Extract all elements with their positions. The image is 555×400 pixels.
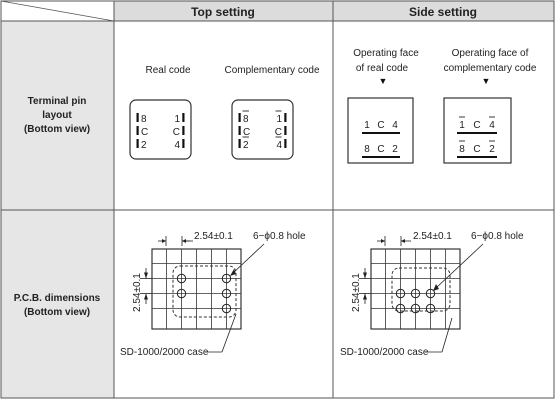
side-comp-label-2: complementary code — [443, 63, 537, 74]
label-cell-pcb — [1, 210, 114, 398]
row-label-terminal-1: Terminal pin — [27, 96, 87, 107]
pin-label: C — [141, 127, 149, 138]
pin-label: 4 — [392, 120, 398, 131]
pin-label: C — [172, 127, 180, 138]
case-label: SD-1000/2000 case — [340, 347, 429, 358]
pin-label: 1 — [276, 114, 282, 125]
row-label-pcb-1: P.C.B. dimensions — [13, 293, 101, 304]
comp-code-chip — [232, 100, 293, 159]
pin-label: C — [377, 120, 385, 131]
pin-label: 8 — [459, 144, 465, 155]
pin-label: 2 — [489, 144, 495, 155]
pin-label: 2 — [243, 140, 249, 151]
side-comp-chip — [444, 98, 511, 163]
real-code-chip — [130, 100, 191, 159]
case-label: SD-1000/2000 case — [120, 347, 209, 358]
pin-label: 1 — [174, 114, 180, 125]
down-arrow-icon: ▼ — [481, 76, 491, 86]
pin-label: 4 — [174, 140, 180, 151]
real-code-label: Real code — [145, 65, 191, 76]
header-top-setting: Top setting — [191, 5, 255, 19]
hole-label: 6−ϕ0.8 hole — [253, 231, 306, 242]
pin-label: C — [243, 127, 251, 138]
pin-label: 4 — [489, 120, 495, 131]
header-side-setting: Side setting — [408, 5, 478, 19]
pitch-label: 2.54±0.1 — [413, 231, 452, 242]
pin-label: C — [377, 144, 385, 155]
pin-label: 1 — [459, 120, 465, 131]
row-label-terminal-2: layout — [42, 110, 72, 121]
side-real-chip — [348, 98, 413, 163]
pin-label: 2 — [392, 144, 398, 155]
side-comp-label-1: Operating face of — [451, 48, 529, 59]
hole-label: 6−ϕ0.8 hole — [471, 231, 524, 242]
row-label-terminal-3: (Bottom view) — [23, 124, 91, 135]
pin-label: 8 — [243, 114, 249, 125]
side-real-label-2: of real code — [355, 63, 409, 74]
row-label-pcb-2: (Bottom view) — [23, 307, 91, 318]
down-arrow-icon: ▼ — [378, 76, 388, 86]
pitch-vertical-label: 2.54±0.1 — [351, 273, 362, 312]
side-real-label-1: Operating face — [353, 48, 419, 59]
pitch-vertical-label: 2.54±0.1 — [132, 273, 143, 312]
comp-code-label: Complementary code — [224, 65, 320, 76]
pin-label: 8 — [364, 144, 370, 155]
pin-label: 1 — [364, 120, 370, 131]
pin-label: 8 — [141, 114, 147, 125]
pin-label: C — [473, 120, 481, 131]
pin-label: C — [274, 127, 282, 138]
pin-label: C — [473, 144, 481, 155]
pitch-label: 2.54±0.1 — [194, 231, 233, 242]
pin-label: 4 — [276, 140, 282, 151]
pin-label: 2 — [141, 140, 147, 151]
